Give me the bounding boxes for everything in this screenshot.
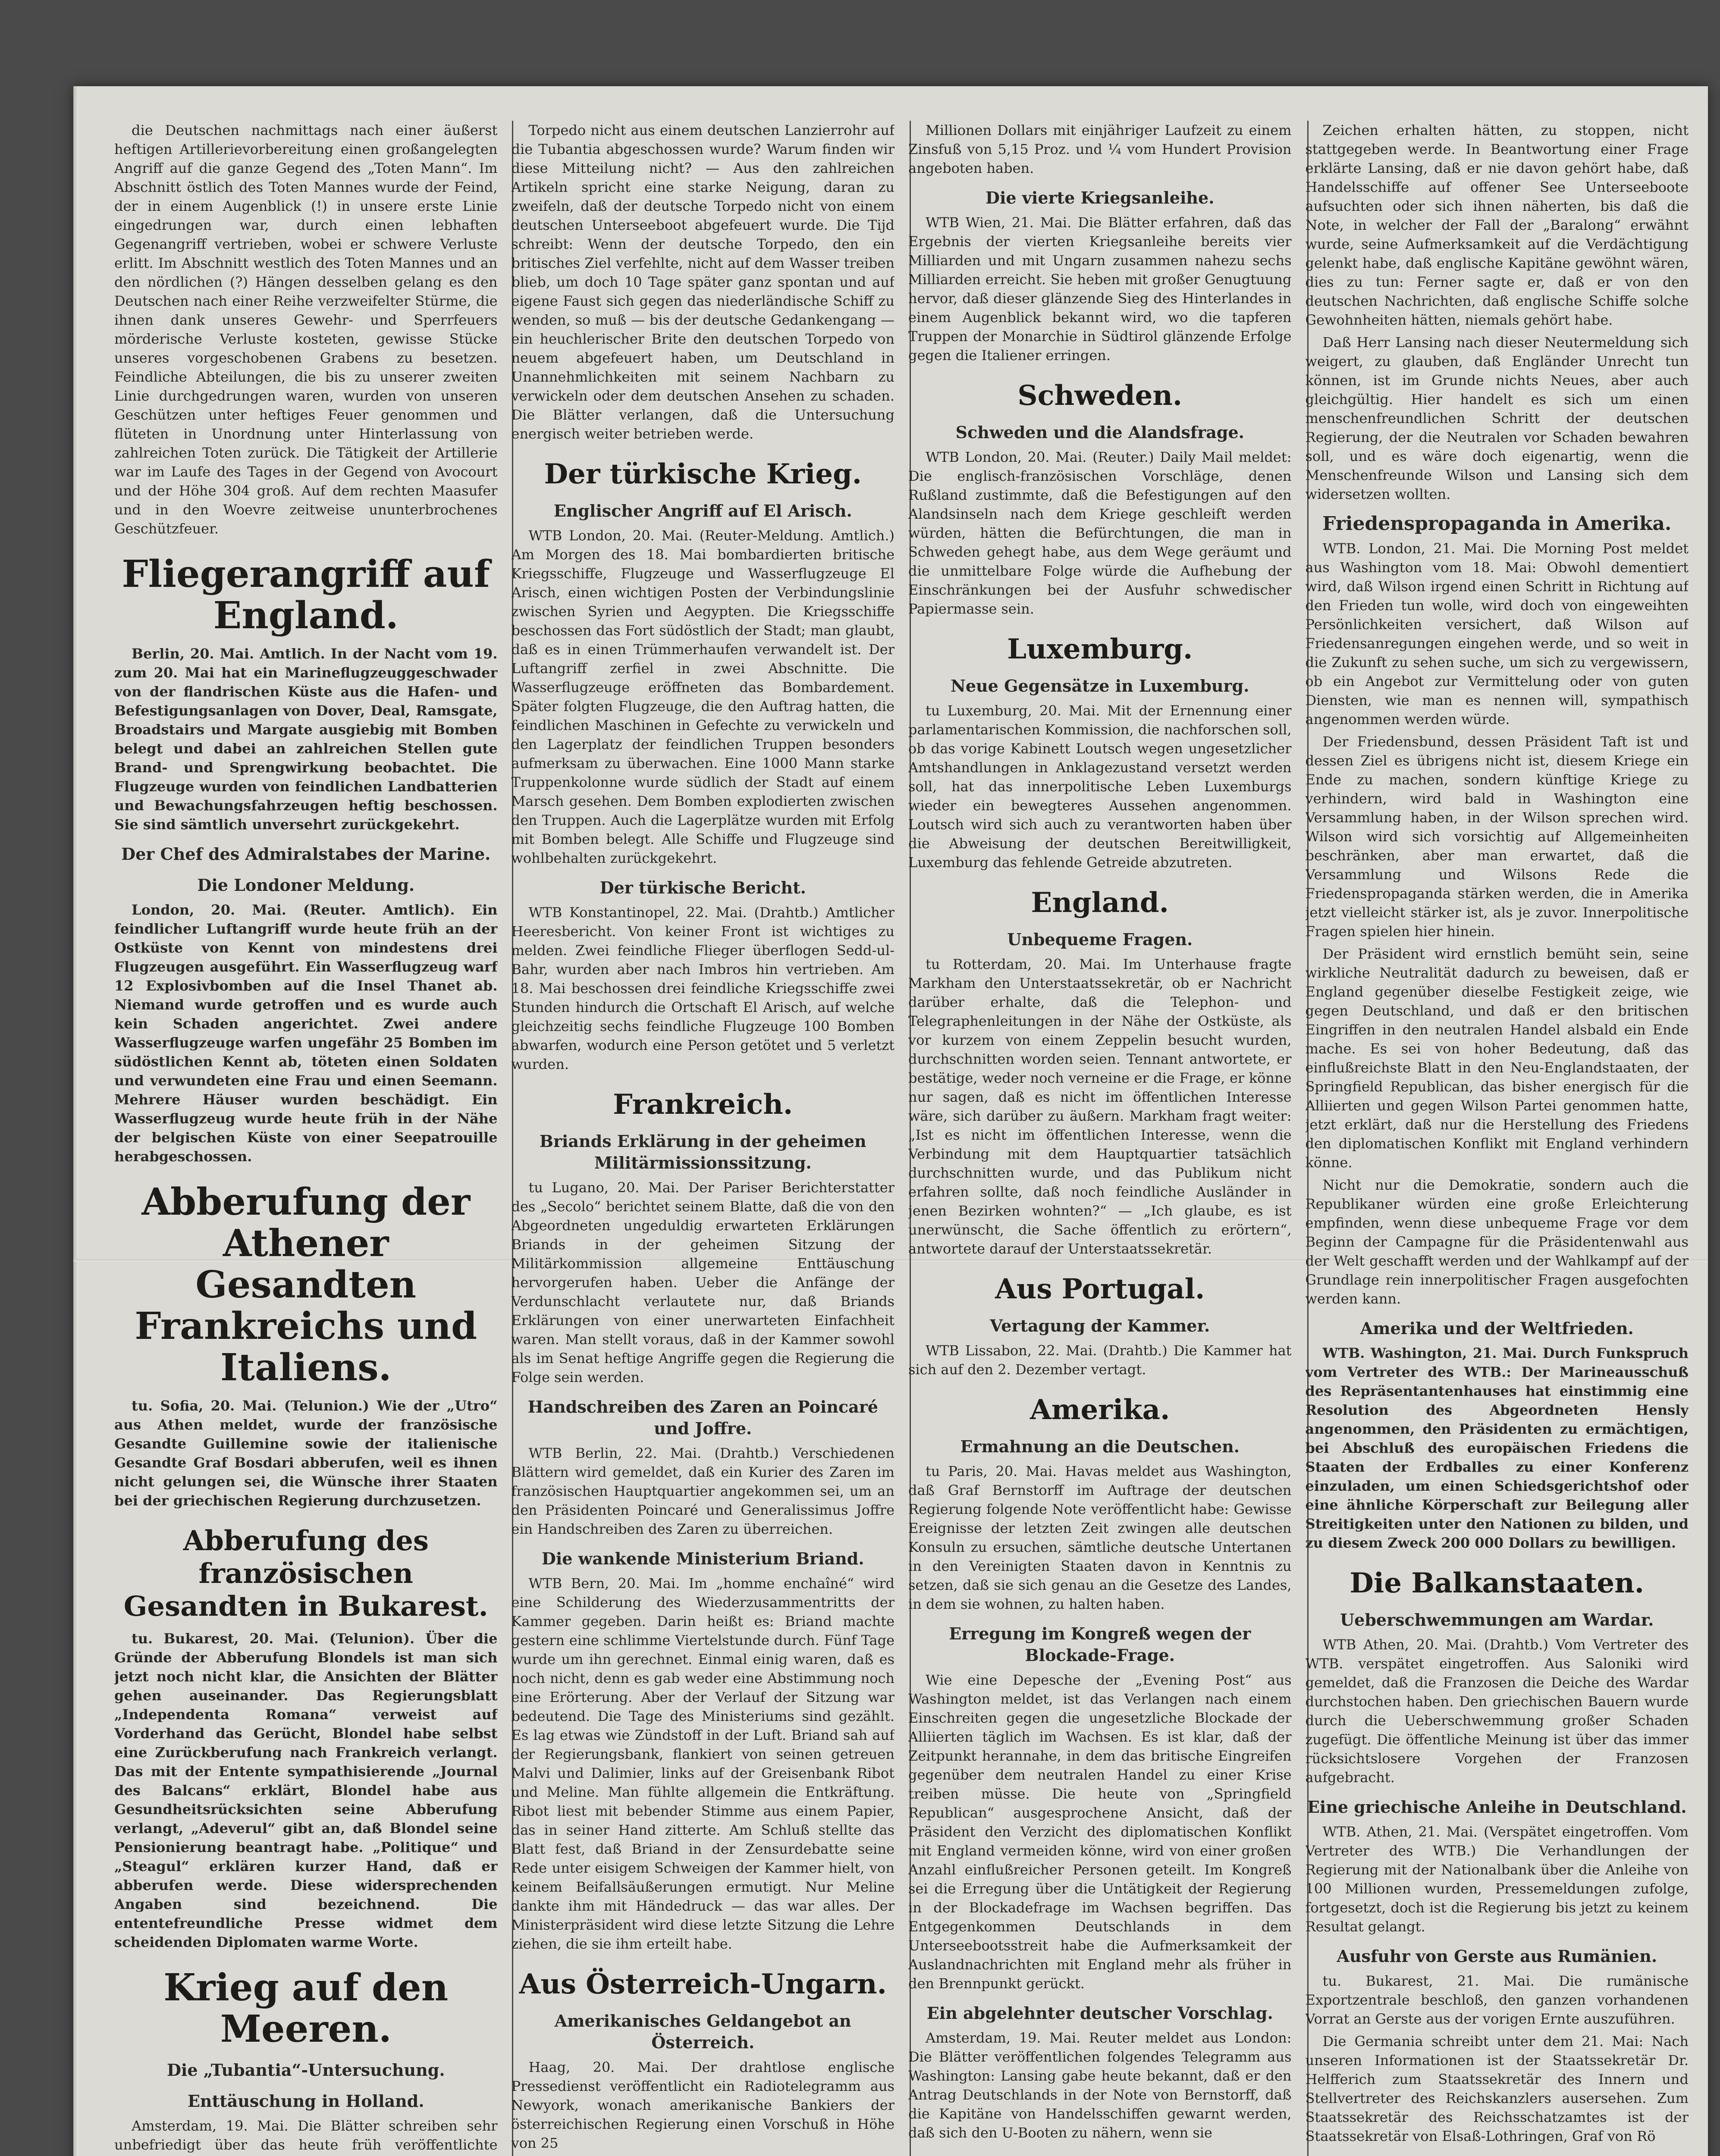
- article-text: WTB London, 20. Mai. (Reuter-Meldung. Amtlich.) Am Morgen des 18. Mai bombardierten britische Kriegsschiffe, Flugzeuge und Wasserflugzeuge El Arisch, einen wichtigen Posten der Verbindungslinie zwischen Syrien und Aegypten. Die Kriegsschiffe beschossen das Fort südöstlich der Stadt; man glaubt, daß es in einen Trümmerhaufen verwandelt ist. Der Luftangriff zerfiel in zwei Abschnitte. Die Wasserflugzeuge eröffneten das Bombardement. Später folgten Flugzeuge, die den Auftrag hatten, die feindlichen Maschinen in Gefechte zu verwickeln und den Lagerplatz der feindlichen Truppen besonders aufmerksam zu überwachen. Eine 1000 Mann starke Truppenkolonne wurde südlich der Stadt auf einem Marsch gesehen. Dem Bomben explodierten zwischen den Truppen. Auch die Lagerplätze wurden mit Erfolg mit Bomben belegt. Alle Schiffe und Flugzeuge sind wohlbehalten zurückgekehrt.: [511, 527, 895, 866]
- article-text: tu. Sofia, 20. Mai. (Telunion.) Wie der „Utro“ aus Athen meldet, wurde der französische Gesandte Guillemine sowie der italienische Gesandte Graf Bosdari abberufen, weil es ihnen nicht gelungen sei, die Wünsche ihrer Staaten bei der griechischen Regierung durchzusetzen.: [114, 1398, 498, 1509]
- subheadline: Die wankende Ministerium Briand.: [541, 1549, 864, 1568]
- article-text: tu. Bukarest, 21. Mai. Die rumänische Exportzentrale beschloß, den ganzen vorhandenen Vorrat an Gerste aus der vorigen Ernte auszuführen.: [1305, 1973, 1689, 2027]
- subheadline: Enttäuschung in Holland.: [187, 2091, 424, 2111]
- article-text: Berlin, 20. Mai. Amtlich. In der Nacht vom 19. zum 20. Mai hat ein Marineflugzeuggeschwader von der flandrischen Küste aus die Hafen- und Befestigungsanlagen von Dover, Deal, Ramsgate, Broadstairs und Margate ausgiebig mit Bomben belegt und dabei an zahlreichen Stellen gute Brand- und Sprengwirkung beobachtet. Die Flugzeuge wurden von feindlichen Landbatterien und Bewachungsfahrzeugen heftig beschossen. Sie sind sämtlich unversehrt zurückgekehrt.: [114, 646, 498, 833]
- subheadline: Ermahnung an die Deutschen.: [960, 1437, 1240, 1456]
- headline: Abberufung des französischen Gesandten in Bukarest.: [123, 1525, 488, 1623]
- subheadline: Friedenspropaganda in Amerika.: [1322, 513, 1672, 535]
- subheadline: Erregung im Kongreß wegen der Blockade-Frage.: [949, 1624, 1251, 1665]
- newspaper-page: [73, 86, 1708, 2156]
- subheadline: Eine griechische Anleihe in Deutschland.: [1307, 1797, 1687, 1817]
- article-text: WTB Berlin, 22. Mai. (Drahtb.) Verschiedenen Blättern wird gemeldet, daß ein Kurier des Zaren im französischen Hauptquartier angekommen sei, um an den Präsidenten Poincaré und Generalissimus Joffre ein Handschreiben des Zaren zu überreichen.: [511, 1445, 895, 1537]
- headline: Frankreich.: [613, 1088, 793, 1121]
- column-3: [908, 121, 1292, 2156]
- article-text: WTB. London, 21. Mai. Die Morning Post meldet aus Washington vom 18. Mai: Obwohl dementiert wird, daß Wilson irgend einen Schritt in Richtung auf den Frieden tun wolle, wird doch von eingeweihten Persönlichkeiten versichert, daß Wilson auf Friedensanregungen eingehen werde, und so weit in die Zukunft zu sehen suche, um sich zu vergewissern, ob ein Angebot zur Vermittelung oder von guten Diensten, wie man es nennen will, sympathisch angenommen werden würde.: [1305, 540, 1689, 727]
- article-text: Nicht nur die Demokratie, sondern auch die Republikaner würden eine große Erleichterung empfinden, wenn diese unbequeme Frage vor dem Beginn der Campagne für die Präsidentenwahl aus der Welt geschafft werden und der Wahlkampf auf der Grundlage rein innerpolitischer Fragen ausgefochten werden kann.: [1305, 1177, 1689, 1307]
- article-text: Daß Herr Lansing nach dieser Neutermeldung sich weigert, zu glauben, daß Engländer Unrecht tun können, ist im Grunde nichts Neues, aber auch gleichgültig. Hier handelt es sich um einen menschenfreundlichen Schritt der deutschen Regierung, der die Neutralen vor Schaden bewahren soll, und es wäre doch eigenartig, wenn die Menschenfreunde Wilson und Lansing sich dem widersetzen wollten.: [1305, 334, 1689, 502]
- subheadline: Amerikanisches Geldangebot an Österreich.: [554, 2011, 851, 2052]
- article-text: London, 20. Mai. (Reuter. Amtlich). Ein feindlicher Luftangriff wurde heute früh an der Ostküste von Kennt von mindestens drei Flugzeugen ausgeführt. Ein Wasserflugzeug warf 12 Explosivbomben auf die Insel Thanet ab. Niemand wurde getroffen und es wurde auch kein Schaden angerichtet. Zwei andere Wasserflugzeuge warfen ungefähr 25 Bomben im südöstlichen Kennt ab, töteten einen Soldaten und verwundeten eine Frau und einen Seemann. Mehrere Häuser wurden beschädigt. Ein Wasserflugzeug wurde heute früh in der Nähe der belgischen Küste von einer Seepatrouille herabgeschossen.: [114, 902, 498, 1165]
- article-text: tu Luxemburg, 20. Mai. Mit der Ernennung einer parlamentarischen Kommission, die nachforschen soll, ob das vorige Kabinett Loutsch wegen ungesetzlicher Amtshandlungen in Anklagezustand versetzt werden soll, hat das innerpolitische Leben Luxemburgs wieder ein bewegteres Aussehen angenommen. Loutsch wird sich auch zu verantworten haben über die Abweisung der deutschen Bereitwilligkeit, Luxemburg das fehlende Getreide abzutreten.: [908, 702, 1292, 871]
- article-text: WTB Konstantinopel, 22. Mai. (Drahtb.) Amtlicher Heeresbericht. Von keiner Front ist wichtiges zu melden. Zwei feindliche Flieger überflogen Sedd-ul-Bahr, wurden aber nach Imbros hin vertrieben. Am 18. Mai beschossen drei feindliche Kriegsschiffe zwei Stunden hindurch die Ortschaft El Arisch, auf welche gleichzeitig sechs feindliche Flugzeuge 100 Bomben abwarfen, wodurch eine Person getötet und 5 verletzt wurden.: [511, 904, 895, 1072]
- article-text: die Deutschen nachmittags nach einer äußerst heftigen Artillerievorbereitung einen großangelegten Angriff auf die ganze Gegend des „Toten Mann“. Im Abschnitt östlich des Toten Mannes wurde der Feind, der in einem Augenblick (!) in unsere erste Linie eingedrungen war, durch einen lebhaften Gegenangriff vertrieben, wobei er schwere Verluste erlitt. Im Abschnitt westlich des Toten Mannes und an den nördlichen (?) Hängen desselben gelang es den Deutschen nach einer Reihe verzweifelter Stürme, die ihnen dank unseres Gewehr- und Sperrfeuers mörderische Verluste kosteten, gewisse Stücke unseres vorgeschobenen Grabens zu besetzen. Feindliche Abteilungen, die bis zu unserer zweiten Linie durchgedrungen waren, wurden von unseren Geschützen unter heftiges Feuer genommen und flüteten in Unordnung unter Hinterlassung von zahlreichen Toten zurück. Die Tätigkeit der Artillerie war im Laufe des Tages in der Gegend von Avocourt und der Höhe 304 groß. Auf dem rechten Maasufer und in den Woevre zeitweise ununterbrochenes Geschützfeuer.: [114, 122, 498, 537]
- headline: Abberufung der Athener Gesandten Frankreichs und Italiens.: [135, 1180, 477, 1389]
- headline: Krieg auf den Meeren.: [163, 1966, 449, 2051]
- subheadline: Handschreiben des Zaren an Poincaré und Joffre.: [527, 1397, 878, 1438]
- article-text: WTB. Washington, 21. Mai. Durch Funkspruch vom Vertreter des WTB.: Der Marineausschuß des Repräsentantenhauses hat einstimmig eine Resolution des Abgeordneten Hensly angenommen, den Präsidenten zu ermächtigen, bei Abschluß des europäischen Friedens die Staaten der Erdballes zu einer Konferenz einzuladen, um einen Schiedsgerichtshof oder eine ähnliche Körperschaft zur Beilegung aller Streitigkeiten unter den Nationen zu bilden, und zu diesem Zweck 200 000 Dollars zu bewilligen.: [1305, 1345, 1689, 1551]
- article-text: Amsterdam, 19. Mai. Reuter meldet aus London: Die Blätter veröffentlichen folgendes Telegramm aus Washington: Lansing gabe heute bekannt, daß er den Antrag Deutschlands in der Note von Bernstorff, daß die Kapitäne von Handelsschiffen gewarnt werden, daß sich den U-Booten zu nähern, wenn sie: [908, 2030, 1292, 2141]
- subheadline: Briands Erklärung in der geheimen Militärmissionssitzung.: [539, 1131, 866, 1172]
- subheadline: Der türkische Bericht.: [599, 878, 806, 897]
- signature: Der Chef des Admiralstabes der Marine.: [121, 844, 491, 864]
- article-text: WTB Athen, 20. Mai. (Drahtb.) Vom Vertreter des WTB. verspätet eingetroffen. Aus Saloniki wird gemeldet, daß die Franzosen die Deiche des Wardar durchstochen haben. Den griechischen Bauern wurde durch die Ueberschwemmung großer Schaden zugefügt. Die öffentliche Meinung ist über das immer rücksichtslosere Vorgehen der Franzosen aufgebracht.: [1305, 1636, 1689, 1786]
- subheadline: Die vierte Kriegsanleihe.: [986, 188, 1215, 207]
- subheadline: Schweden und die Alandsfrage.: [955, 423, 1244, 442]
- article-text: Torpedo nicht aus einem deutschen Lanzierrohr auf die Tubantia abgeschossen wurde? Warum finden wir diese Mitteilung nicht? — Aus den zahlreichen Artikeln spricht eine starke Neigung, daran zu zweifeln, daß der deutsche Torpedo nicht von einem deutschen Unterseeboot abgefeuert wurde. Die Tijd schreibt: Wenn der deutsche Torpedo, den ein britisches Ziel verfehlte, nicht auf dem Wasser treiben blieb, um doch 10 Tage später ganz spontan und auf eigene Faust sich gegen das niederländische Schiff zu wenden, so muß — bis der deutsche Gedankengang — ein heuchlerischer Brite den deutschen Torpedo von neuem abgefeuert haben, um Deutschland in Unannehmlichkeiten mit seinem Nachbarn zu verwickeln oder dem deutschen Ansehen zu schaden. Die Blätter verlangen, daß die Untersuchung energisch weiter betrieben werde.: [511, 122, 895, 442]
- article-text: WTB Bern, 20. Mai. Im „homme enchaîné“ wird eine Schilderung des Wiederzusammentritts der Kammer gegeben. Darin heißt es: Briand machte gestern eine schlimme Viertelstunde durch. Fünf Tage wurde um ihn gerechnet. Einmal einig waren, daß es noch nicht, denn es gab weder eine Abstimmung noch eine Erörterung. Aber der Verlauf der Sitzung war bedeutend. Die Tage des Ministeriums sind gezählt. Es lag etwas wie Zündstoff in der Luft. Briand sah auf der Regierungsbank, flankiert von seinen getreuen Malvi und Dalimier, links auf der Greisenbank Ribot und Meline. Man fühlte allgemein die Entkräftung. Ribot liest mit bebender Stimme aus einem Papier, das in seiner Hand zitterte. Am Schluß stellte das Blatt fest, daß Briand in der Zensurdebatte seine Rede unter eisigem Schweigen der Kammer hielt, von keinem Beifallsäußerungen ermutigt. Nur Meline dankte ihm mit Händedruck — das war alles. Der Ministerpräsident wird diese letzte Sitzung die Lehre ziehen, die sie ihm erteilt habe.: [511, 1575, 895, 1952]
- subheadline: Neue Gegensätze in Luxemburg.: [951, 676, 1249, 696]
- article-text: Haag, 20. Mai. Der drahtlose englische Pressedienst veröffentlicht ein Radiotelegramm aus Newyork, wonach amerikanische Bankiers der österreichischen Regierung einen Vorschuß in Höhe von 25: [511, 2059, 895, 2151]
- headline: Schweden.: [1017, 379, 1183, 412]
- subheadline: Unbequeme Fragen.: [1007, 930, 1193, 949]
- article-text: Wie eine Depesche der „Evening Post“ aus Washington meldet, ist das Verlangen nach einem Einschreiten gegen die ungesetzliche Blockade der Alliierten täglich im Wachsen. Es ist klar, daß der Zeitpunkt herannahe, in dem das britische Eingreifen gegenüber dem neutralen Handel zu einer Krise treiben müsse. Die heute von „Springfield Republican“ ausgesprochene Ansicht, daß der Präsident den Verzicht des diplomatischen Konflikt mit England vermeiden könne, wird von einer großen Anzahl einflußreicher Personen geteilt. Im Kongreß sei die Erregung über die Untätigkeit der Regierung in der Blockadefrage im Wachsen begriffen. Das Entgegenkommen Deutschlands in dem Unterseebootsstreit habe die Aufmerksamkeit der Auslandnachrichten mit England mehr als früher in den Brennpunkt gerückt.: [908, 1672, 1292, 1992]
- article-text: Millionen Dollars mit einjähriger Laufzeit zu einem Zinsfuß von 5,15 Proz. und ¼ vom Hundert Provision angeboten haben.: [908, 122, 1292, 176]
- article-text: WTB Lissabon, 22. Mai. (Drahtb.) Die Kammer hat sich auf den 2. Dezember vertagt.: [908, 1342, 1292, 1378]
- article-text: Der Friedensbund, dessen Präsident Taft ist und dessen Ziel es übrigens nicht ist, diesem Kriege ein Ende zu machen, sondern künftige Kriege zu verhindern, wird bald in Washington eine Versammlung haben, in der Wilson sprechen wird. Wilson wird sich vorsichtig auf Allgemeinheiten beschränken, aber man erwartet, daß die Versammlung und Wilsons Rede die Friedenspropaganda stärken werden, die in Amerika jetzt vielleicht stärker ist, als je zuvor. Innerpolitische Fragen spielen hier hinein.: [1305, 733, 1689, 940]
- page-edge-left: [73, 86, 78, 2156]
- headline: Luxemburg.: [1007, 633, 1193, 665]
- headline: Der türkische Krieg.: [544, 458, 862, 490]
- article-text: Die Germania schreibt unter dem 21. Mai: Nach unseren Informationen ist der Staatssekretär Dr. Helfferich zum Staatssekretär des Innern und Stellvertreter des Reichskanzlers ausersehen. Zum Staatssekretär des Reichsschatzamtes ist der Staatssekretär von Elsaß-Lothringen, Graf von Rö: [1305, 2033, 1689, 2144]
- article-text: tu Rotterdam, 20. Mai. Im Unterhause fragte Markham den Unterstaatssekretär, ob er Nachricht darüber erhalte, daß die Telephon- und Telegraphenleitungen in der Nähe der Ostküste, als vor kurzem von einem Zeppelin besucht wurden, durchschnitten worden seien. Tennant antwortete, er bestätige, weder noch verneine er die Frage, er könne nur sagen, daß es nicht im öffentlichen Interesse wäre, sich darüber zu äußern. Markham fragt weiter: „Ist es nicht im öffentlichen Interesse, wenn die Verbindung mit dem Hauptquartier tatsächlich durchschnitten wurde, und das Publikum nicht erfahren sollte, daß noch feindliche Ausländer in jenen Bezirken wohnten?“ — „Ich glaube, es ist unerwünscht, die Sache öffentlich zu erörtern“, antwortete darauf der Unterstaatssekretär.: [908, 956, 1292, 1257]
- headline: England.: [1031, 887, 1169, 919]
- article-text: Amsterdam, 19. Mai. Die Blätter schreiben sehr unbefriedigt über das heute früh veröffentlichte: [114, 2118, 498, 2153]
- subheadline: Ausfuhr von Gerste aus Rumänien.: [1337, 1946, 1657, 1966]
- article-text: WTB Wien, 21. Mai. Die Blätter erfahren, daß das Ergebnis der vierten Kriegsanleihe bereits vier Milliarden und mit Ungarn zusammen nahezu sechs Milliarden erreicht. Sie heben mit großer Genugtuung hervor, daß dieser glänzende Sieg des Hinterlandes in einem Augenblick bekannt wird, wo die tapferen Truppen der Monarchie in Südtirol glänzende Erfolge gegen die Italiener erringen.: [908, 214, 1292, 364]
- article-text: WTB. Athen, 21. Mai. (Verspätet eingetroffen. Vom Vertreter des WTB.) Die Verhandlungen der Regierung mit der Nationalbank über die Anleihe von 100 Millionen wurden, Pressemeldungen zufolge, fortgesetzt, doch ist die Regierung bis jetzt zu keinem Resultat gelangt.: [1305, 1824, 1689, 1935]
- article-text: WTB London, 20. Mai. (Reuter.) Daily Mail meldet: Die englisch-französischen Vorschläge, denen Rußland zustimmte, daß die Befestigungen auf den Alandsinseln nach dem Kriege geschleift werden würden, hätten die Befürchtungen, die man in Schweden gehegt habe, aus dem Wege geräumt und die unmittelbare Folge würde die Aufhebung der Einschränkungen bei der Ausfuhr schwedischer Papiermasse sein.: [908, 449, 1292, 617]
- article-text: Der Präsident wird ernstlich bemüht sein, seine wirkliche Neutralität dadurch zu beweisen, daß er England gegenüber dieselbe Festigkeit zeige, wie gegen Deutschland, und daß er den britischen Eingriffen in den neutralen Handel alsbald ein Ende mache. Es sei von hoher Bedeutung, daß das einflußreichste Blatt in den Neu-Englandstaaten, der Springfield Republican, das bisher energisch für die Alliierten und gegen Wilson Partei genommen hatte, jetzt erklärt, daß nur die Herstellung des Friedens den diplomatischen Konflikt mit England verhindern könne.: [1305, 946, 1689, 1171]
- subheadline: Ueberschwemmungen am Wardar.: [1340, 1610, 1654, 1630]
- article-text: tu Paris, 20. Mai. Havas meldet aus Washington, daß Graf Bernstorff im Auftrage der deutschen Regierung folgende Note veröffentlicht habe: Gewisse Ereignisse der letzten Zeit zwingen alle deutschen Konsuln zu ersuchen, sämtliche deutsche Untertanen in den Vereinigten Staaten davon in Kenntnis zu setzen, daß sie sich genau an die Gesetze des Landes, in dem sie wohnen, zu halten haben.: [908, 1463, 1292, 1612]
- column-1: [114, 121, 498, 2156]
- subheadline: Amerika und der Weltfrieden.: [1360, 1319, 1634, 1338]
- article-text: Zeichen erhalten hätten, zu stoppen, nicht stattgegeben werde. In Beantwortung einer Frage erklärte Lansing, daß er nie davon gehört habe, daß Handelsschiffe auf offener See Unterseeboote aufsuchten oder sich ihnen näherten, bis daß die Note, in welcher der Fall der „Baralong“ erwähnt wurde, seine Aufmerksamkeit auf die Verdächtigung gelenkt habe, daß englische Kapitäne gewöhnt wären, dies zu tun: Ferner sagte er, daß er von den deutschen Nachrichten, daß englische Schiffe solche Gewohnheiten hätten, niemals gehört habe.: [1305, 122, 1689, 328]
- headline: Aus Österreich-Ungarn.: [519, 1968, 887, 2000]
- article-text: tu Lugano, 20. Mai. Der Pariser Berichterstatter des „Secolo“ berichtet seinem Blatte, daß die von den Abgeordneten ungeduldig erwarteten Erklärungen Briands in der geheimen Sitzung der Militärkommission allgemeine Enttäuschung hervorgerufen haben. Ueber die Anfänge der Verdunschlacht verlautete nur, daß Briands Erklärungen von einer unerwarteten Einfachheit waren. Man stellt voraus, daß in der Kammer sowohl als im Senat heftige Angriffe gegen die Regierung die Folge sein werden.: [511, 1179, 895, 1385]
- article-text: tu. Bukarest, 20. Mai. (Telunion). Über die Gründe der Abberufung Blondels ist man sich jetzt noch nicht klar, die Ansichten der Blätter gehen auseinander. Das Regierungsblatt „Independenta Romana“ verweist auf Vorderhand das Gerücht, Blondel habe selbst eine Zurückberufung nach Frankreich verlangt. Das mit der Entente sympathisierende „Journal des Balcans“ erklärt, Blondel habe aus Gesundheitsrücksichten seine Abberufung verlangt, „Adeverul“ gibt an, daß Blondel seine Pensionierung beantragt habe. „Politique“ und „Steagul“ erklären kurzer Hand, daß er abberufen werde. Diese widersprechenden Angaben sind bezeichnend. Die ententefreundliche Presse widmet dem scheidenden Diplomaten warme Worte.: [114, 1630, 498, 1950]
- column-4: [1306, 121, 1689, 2156]
- columns: [114, 121, 1689, 2156]
- column-2: [512, 121, 895, 2156]
- headline: Amerika.: [1030, 1394, 1170, 1426]
- subheadline: Die „Tubantia“-Untersuchung.: [166, 2060, 445, 2080]
- subheadline: Englischer Angriff auf El Arisch.: [553, 501, 852, 520]
- headline: Fliegerangriff auf England.: [122, 552, 490, 637]
- subheadline: Ein abgelehnter deutscher Vorschlag.: [926, 2003, 1273, 2023]
- headline: Die Balkanstaaten.: [1350, 1567, 1645, 1599]
- subheadline: Die Londoner Meldung.: [197, 875, 415, 895]
- subheadline: Vertagung der Kammer.: [990, 1316, 1210, 1335]
- headline: Aus Portugal.: [995, 1273, 1205, 1305]
